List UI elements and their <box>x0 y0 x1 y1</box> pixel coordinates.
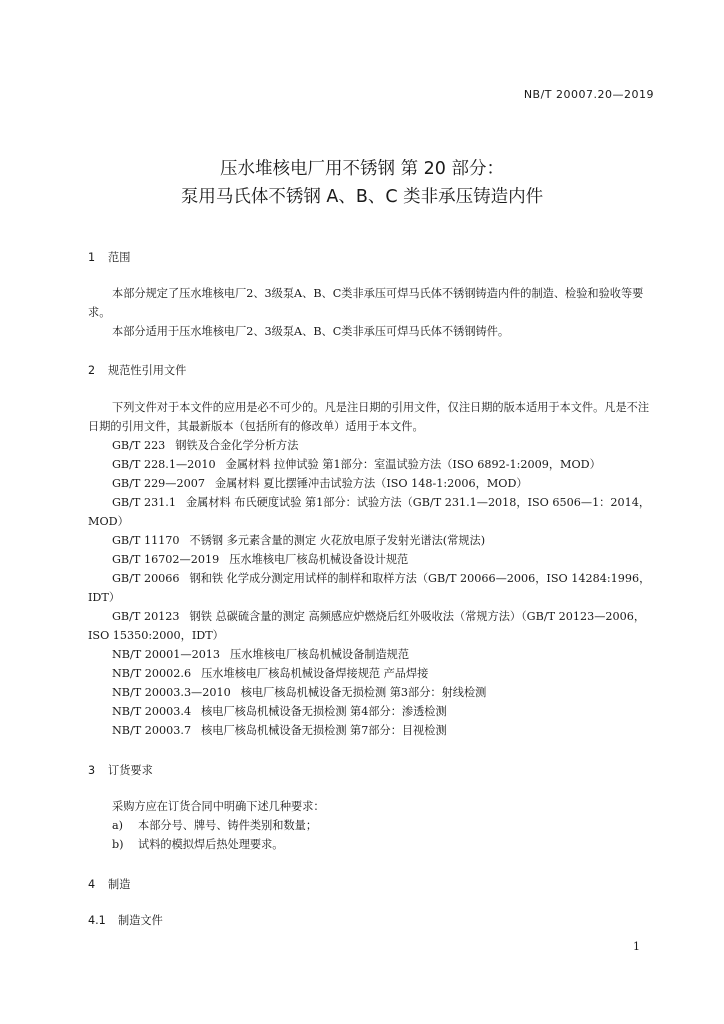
section-number: 2 <box>88 364 96 377</box>
reference-title: 不锈钢 多元素含量的测定 火花放电原子发射光谱法(常规法) <box>189 534 486 547</box>
reference-code: GB/T 11170 <box>112 534 180 547</box>
section-title: 规范性引用文件 <box>108 364 187 377</box>
standard-code: NB/T 20007.20—2019 <box>523 88 654 101</box>
section-title: 订货要求 <box>108 764 153 777</box>
reference-item <box>88 683 660 702</box>
list-marker: a) <box>112 819 124 832</box>
reference-title: 金属材料 拉伸试验 第1部分：室温试验方法（ISO 6892-1:2009，MOD） <box>225 458 601 471</box>
reference-item <box>88 702 660 721</box>
reference-title: 钢铁 总碳硫含量的测定 高频感应炉燃烧后红外吸收法（常规方法）（GB/T 20123—2006，ISO 15350:2000，IDT） <box>88 610 646 642</box>
section-2-heading <box>88 362 186 378</box>
document-title-line-2: 泵用马氏体不锈钢 A、B、C 类非承压铸造内件 <box>180 187 544 207</box>
section-4-1-heading <box>88 912 163 928</box>
reference-code: NB/T 20003.3—2010 <box>112 686 231 699</box>
section-2-intro: 下列文件对于本文件的应用是必不可少的。凡是注日期的引用文件，仅注日期的版本适用于本文件。凡是不注日期的引用文件，其最新版本（包括所有的修改单）适用于本文件。 <box>88 401 650 433</box>
reference-code: NB/T 20002.6 <box>112 667 192 680</box>
reference-code: GB/T 20066 <box>112 572 180 585</box>
reference-item <box>88 664 660 683</box>
reference-code: GB/T 16702—2019 <box>112 553 220 566</box>
section-3-heading <box>88 762 153 778</box>
section-1-heading <box>88 249 130 265</box>
reference-item <box>88 531 660 550</box>
reference-item <box>88 455 660 474</box>
page-number: 1 <box>633 940 640 953</box>
reference-title: 核电厂核岛机械设备无损检测 第4部分：渗透检测 <box>201 705 447 718</box>
reference-title: 金属材料 夏比摆锤冲击试验方法（ISO 148-1:2006，MOD） <box>214 477 528 490</box>
list-text: 本部分号、牌号、铸件类别和数量； <box>138 819 318 832</box>
reference-code: GB/T 231.1 <box>112 496 176 509</box>
section-1-paragraph-1: 本部分规定了压水堆核电厂2、3级泵A、B、C类非承压可焊马氏体不锈钢铸造内件的制造、检验和验收等要求。 <box>88 287 644 319</box>
section-3-intro: 采购方应在订货合同中明确下述几种要求： <box>112 800 325 813</box>
reference-title: 压水堆核电厂核岛机械设备设计规范 <box>229 553 409 566</box>
reference-item <box>88 645 660 664</box>
reference-item <box>88 474 660 493</box>
reference-item <box>88 436 660 455</box>
list-item <box>112 816 317 835</box>
reference-title: 压水堆核电厂核岛机械设备制造规范 <box>230 648 410 661</box>
section-title: 制造 <box>108 878 131 891</box>
reference-title: 钢铁及合金化学分析方法 <box>175 439 299 452</box>
reference-item <box>88 721 660 740</box>
reference-title: 金属材料 布氏硬度试验 第1部分：试验方法（GB/T 231.1—2018，ISO 6506—1：2014，MOD） <box>88 496 651 528</box>
reference-title: 压水堆核电厂核岛机械设备焊接规范 产品焊接 <box>201 667 429 680</box>
reference-code: NB/T 20003.7 <box>112 724 192 737</box>
reference-item <box>88 607 660 645</box>
section-number: 4 <box>88 878 96 891</box>
list-marker: b) <box>112 838 124 851</box>
reference-code: NB/T 20003.4 <box>112 705 192 718</box>
section-title: 范围 <box>108 251 131 264</box>
section-number: 4.1 <box>88 914 106 927</box>
document-title-line-1: 压水堆核电厂用不锈钢 第 20 部分： <box>220 159 504 179</box>
section-number: 3 <box>88 764 96 777</box>
reference-item <box>88 569 660 607</box>
section-title: 制造文件 <box>118 914 163 927</box>
section-number: 1 <box>88 251 96 264</box>
reference-title: 钢和铁 化学成分测定用试样的制样和取样方法（GB/T 20066—2006，ISO 14284:1996，IDT） <box>88 572 651 604</box>
section-4-heading <box>88 876 130 892</box>
list-item <box>112 835 283 854</box>
reference-code: GB/T 229—2007 <box>112 477 205 490</box>
reference-title: 核电厂核岛机械设备无损检测 第3部分：射线检测 <box>240 686 487 699</box>
reference-code: GB/T 228.1—2010 <box>112 458 216 471</box>
reference-item <box>88 550 660 569</box>
section-1-paragraph-2: 本部分适用于压水堆核电厂2、3级泵A、B、C类非承压可焊马氏体不锈钢铸件。 <box>112 325 510 338</box>
reference-code: GB/T 20123 <box>112 610 180 623</box>
list-text: 试料的模拟焊后热处理要求。 <box>138 838 284 851</box>
reference-code: NB/T 20001—2013 <box>112 648 221 661</box>
reference-title: 核电厂核岛机械设备无损检测 第7部分：目视检测 <box>201 724 447 737</box>
reference-code: GB/T 223 <box>112 439 166 452</box>
reference-item <box>88 493 660 531</box>
